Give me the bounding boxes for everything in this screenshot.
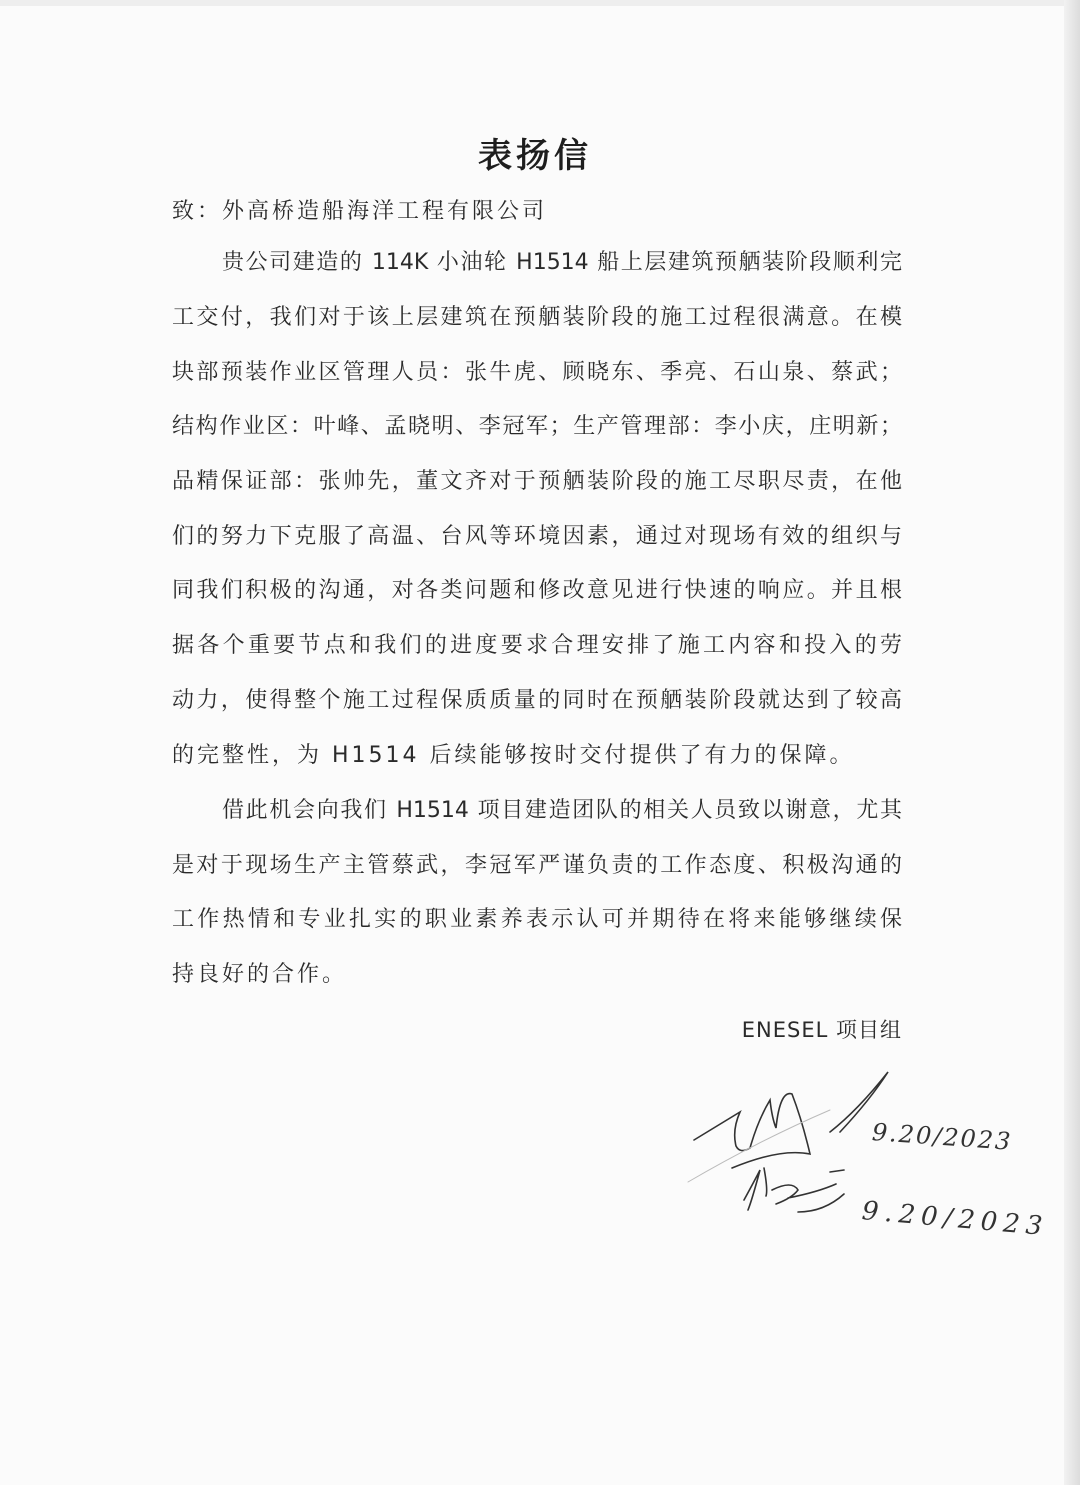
signature-date-2: 9.20/2023 (860, 1196, 1050, 1243)
scan-right-edge (1064, 0, 1080, 1485)
signature-date-1: 9.20/2023 (871, 1118, 1014, 1156)
signatory: ENESEL 项目组 (741, 1018, 902, 1042)
signature-1 (694, 1072, 888, 1168)
body-line: 的完整性，为 H1514 后续能够按时交付提供了有力的保障。 (172, 743, 855, 768)
body-line: 借此机会向我们 H1514 项目建造团队的相关人员致以谢意，尤其 (222, 798, 902, 823)
body-line: 品精保证部：张帅先，董文齐对于预舾装阶段的施工尽职尽责，在他 (172, 469, 902, 494)
body-line: 工交付，我们对于该上层建筑在预舾装阶段的施工过程很满意。在模 (172, 305, 902, 330)
body-line: 同我们积极的沟通，对各类问题和修改意见进行快速的响应。并且根 (172, 578, 902, 603)
body-line: 们的努力下克服了高温、台风等环境因素，通过对现场有效的组织与 (172, 524, 902, 549)
letter-title: 表扬信 (478, 136, 592, 176)
body-line: 块部预装作业区管理人员：张牛虎、顾晓东、季亮、石山泉、蔡武； (172, 360, 902, 385)
body-line: 结构作业区：叶峰、孟晓明、李冠军；生产管理部：李小庆，庄明新； (172, 414, 902, 439)
body-line: 据各个重要节点和我们的进度要求合理安排了施工内容和投入的劳 (172, 633, 902, 658)
body-line: 是对于现场生产主管蔡武，李冠军严谨负责的工作态度、积极沟通的 (172, 853, 902, 878)
body-line: 贵公司建造的 114K 小油轮 H1514 船上层建筑预舾装阶段顺利完 (222, 250, 902, 275)
body-line: 持良好的合作。 (172, 962, 348, 987)
recipient-line: 致：外高桥造船海洋工程有限公司 (172, 199, 548, 224)
body-line: 动力，使得整个施工过程保质质量的同时在预舾装阶段就达到了较高 (172, 688, 902, 713)
body-line: 工作热情和专业扎实的职业素养表示认可并期待在将来能够继续保 (172, 907, 902, 932)
signature-2 (744, 1168, 844, 1212)
scan-top-edge (0, 0, 1080, 6)
